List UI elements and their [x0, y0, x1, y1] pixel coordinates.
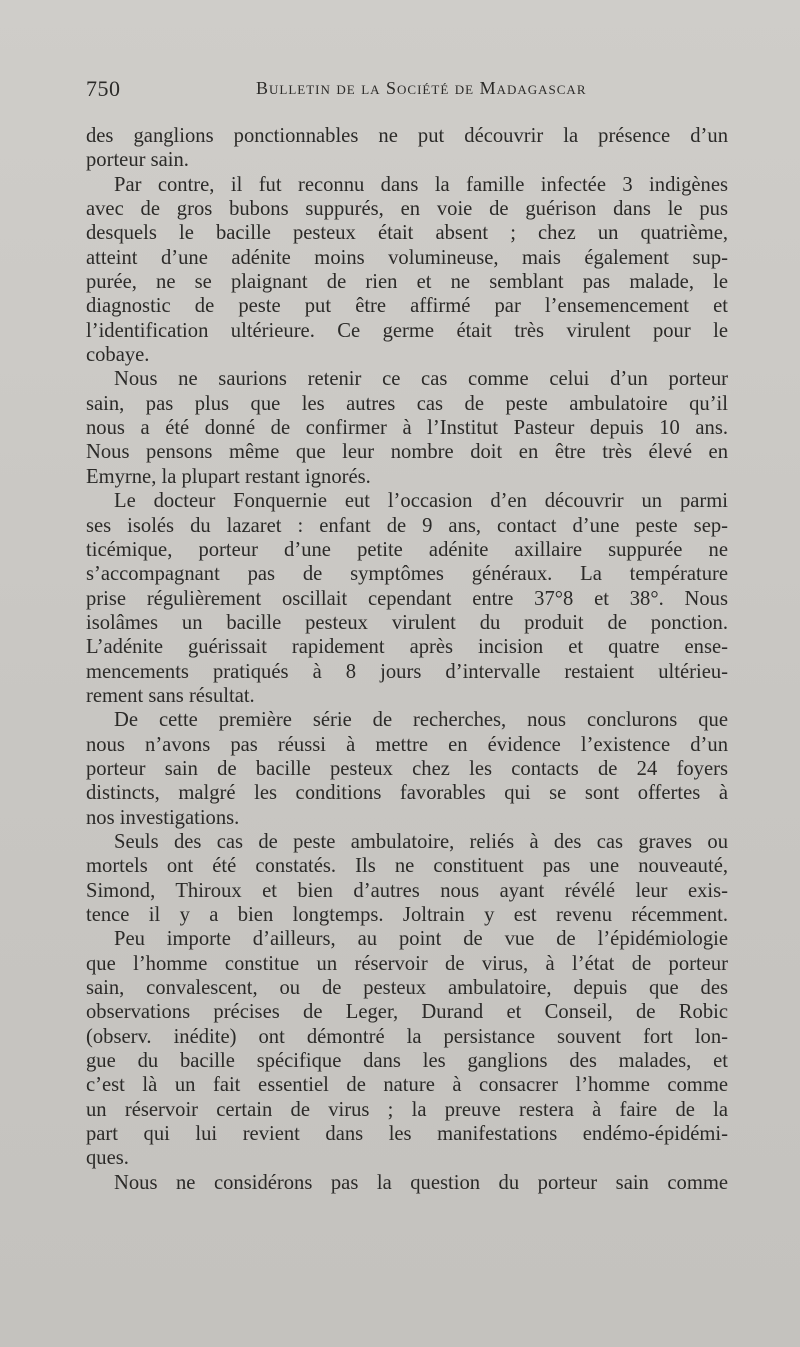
text-line: nous n’avons pas réussi à mettre en évidence l’existence d’un — [86, 733, 728, 756]
text-line: porteur sain. — [86, 149, 189, 172]
text-line: s’accompagnant pas de symptômes généraux. La température — [86, 563, 728, 586]
text-line: nos investigations. — [86, 806, 240, 829]
text-line: ques. — [86, 1147, 129, 1170]
text-line: desquels le bacille pesteux était absent ; chez un quatrième, — [86, 222, 728, 245]
text-line: Simond, Thiroux et bien d’autres nous ayant révélé leur exis- — [86, 879, 728, 902]
text-line: sain, pas plus que les autres cas de peste ambulatoire qu’il — [86, 392, 728, 415]
text-line: Nous ne considérons pas la question du porteur sain comme — [114, 1171, 728, 1194]
page-number: 750 — [86, 76, 121, 101]
text-line: atteint d’une adénite moins volumineuse, mais également sup- — [86, 246, 728, 269]
text-line: avec de gros bubons suppurés, en voie de guérison dans le pus — [86, 198, 728, 221]
text-line: que l’homme constitue un réservoir de virus, à l’état de porteur — [86, 952, 728, 975]
text-line: tence il y a bien longtemps. Joltrain y est revenu récemment. — [86, 904, 728, 926]
text-line: Par contre, il fut reconnu dans la famille infectée 3 indigènes — [114, 173, 728, 196]
body-text — [86, 124, 728, 1195]
text-line: purée, ne se plaignant de rien et ne semblant pas malade, le — [86, 271, 728, 294]
text-line: distincts, malgré les conditions favorables qui se sont offertes à — [86, 782, 728, 805]
text-line: (observ. inédite) ont démontré la persistance souvent fort lon- — [86, 1025, 728, 1048]
text-line: sain, convalescent, ou de pesteux ambulatoire, depuis que des — [86, 977, 728, 1000]
text-line: un réservoir certain de virus ; la preuve restera à faire de la — [86, 1098, 728, 1121]
text-line: ses isolés du lazaret : enfant de 9 ans, contact d’une peste sep- — [86, 514, 728, 537]
text-line: rement sans résultat. — [86, 684, 255, 707]
text-line: prise régulièrement oscillait cependant entre 37°8 et 38°. Nous — [86, 587, 728, 610]
text-line: gue du bacille spécifique dans les ganglions des malades, et — [86, 1050, 728, 1073]
text-line: Nous pensons même que leur nombre doit en être très élevé en — [86, 441, 728, 464]
page-header — [0, 76, 800, 104]
running-head: Bulletin de la Société de Madagascar — [256, 78, 587, 98]
text-line: des ganglions ponctionnables ne put découvrir la présence d’un — [86, 125, 728, 147]
text-line: porteur sain de bacille pesteux chez les contacts de 24 foyers — [86, 757, 728, 780]
text-line: Nous ne saurions retenir ce cas comme celui d’un porteur — [114, 368, 728, 391]
text-line: c’est là un fait essentiel de nature à consacrer l’homme comme — [86, 1074, 728, 1097]
text-line: mencements pratiqués à 8 jours d’intervalle restaient ultérieu- — [86, 660, 728, 683]
text-line: Seuls des cas de peste ambulatoire, reliés à des cas graves ou — [114, 830, 728, 853]
text-line: nous a été donné de confirmer à l’Institut Pasteur depuis 10 ans. — [86, 417, 728, 440]
text-line: ticémique, porteur d’une petite adénite axillaire suppurée ne — [86, 538, 728, 561]
text-line: diagnostic de peste put être affirmé par l’ensemencement et — [86, 295, 728, 318]
text-line: isolâmes un bacille pesteux virulent du produit de ponction. — [86, 611, 728, 634]
text-line: Le docteur Fonquernie eut l’occasion d’en découvrir un parmi — [114, 490, 728, 513]
text-line: l’identification ultérieure. Ce germe était très virulent pour le — [86, 319, 728, 342]
text-line: L’adénite guérissait rapidement après incision et quatre ense- — [86, 636, 728, 659]
text-line: Emyrne, la plupart restant ignorés. — [86, 465, 371, 488]
text-line: part qui lui revient dans les manifestations endémo-épidémi- — [86, 1123, 728, 1146]
text-line: Peu importe d’ailleurs, au point de vue de l’épidémiologie — [114, 928, 728, 951]
text-line: mortels ont été constatés. Ils ne constituent pas une nouveauté, — [86, 855, 728, 878]
text-line: De cette première série de recherches, nous conclurons que — [114, 709, 728, 732]
text-line: observations précises de Leger, Durand et Conseil, de Robic — [86, 1001, 728, 1024]
text-line: cobaye. — [86, 344, 150, 367]
